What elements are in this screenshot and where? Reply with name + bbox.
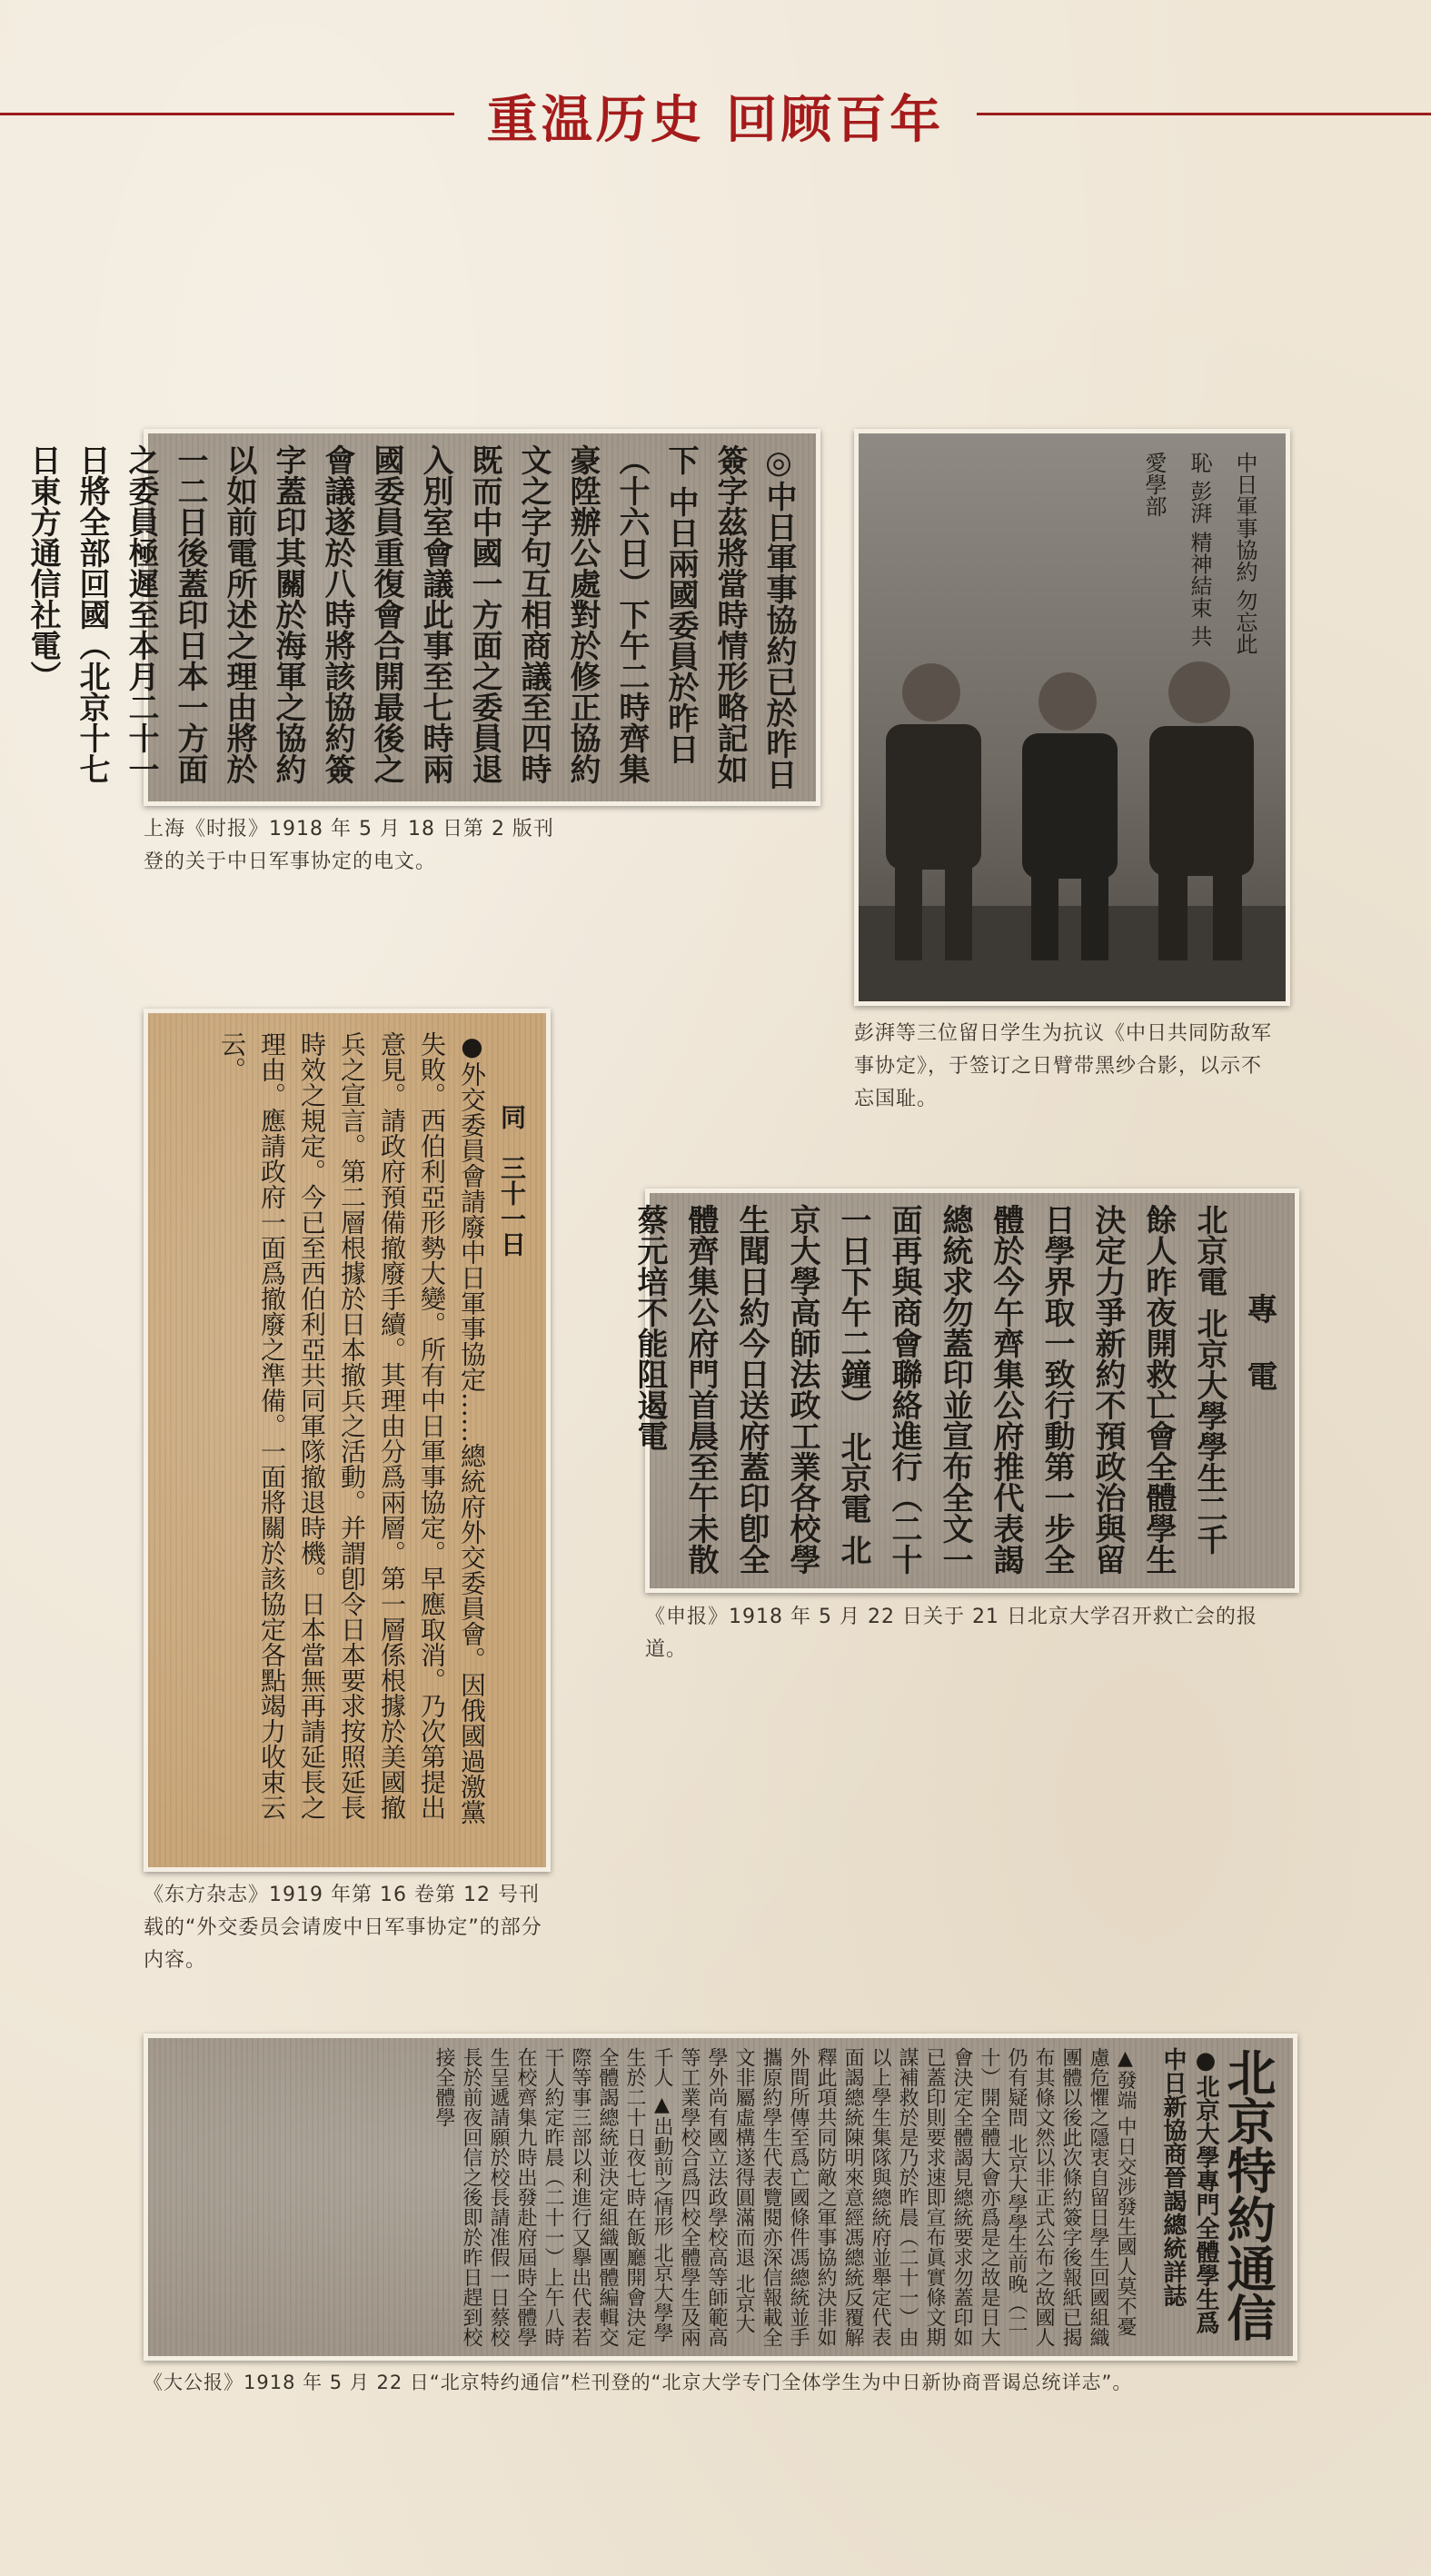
caption-shibao: 上海《时报》1918 年 5 月 18 日第 2 版刊登的关于中日军事协定的电文。 — [144, 818, 554, 873]
newspaper-clip-dagongbao — [144, 2034, 1297, 2361]
photo-handwriting: 中日軍事協約 勿忘此恥 彭湃 精神結束 共愛學部 — [1141, 452, 1257, 655]
clip-shibao-text: ◎中日軍事協約已於昨日簽字茲將當時情形略記如下 中日兩國委員於昨日（十六日）下午二時齊集豪陞辦公處對於修正協約文之字句互相商議至四時既而中國一方面之委員退入別室會議此事至七時兩國委員重復會合開最後之會議遂於八時將該協約簽字蓋印其關於海軍之協約以如前電所述之理由將於一二日後蓋印日本一方面之委員極遲至本月二十一日將全部回國（北京十七日東方通信社電） — [25, 444, 797, 790]
caption-dagongbao: 《大公报》1918 年 5 月 22 日“北京特约通信”栏刊登的“北京大学专门全体学生为中日新协商晋谒总统详志”。 — [144, 2372, 1133, 2393]
caption-shenbao: 《申报》1918 年 5 月 22 日关于 21 日北京大学召开救亡会的报道。 — [645, 1606, 1257, 1661]
newspaper-clip-shenbao — [631, 1189, 1299, 1593]
clip-shenbao-text: 北京電 北京大學學生二千餘人昨夜開救亡會全體學生決定力爭新約不預政治與留日學界取一致行動第一步全體於今午齊集公府推代表謁總統求勿蓋印並宣布全文一面再與商會聯絡進行（二十一日下午二鐘） 北京電 北京大學高師法政工業各校學生聞日約今日送府蓋印卽全體齊集公府門首晨至午未散蔡元培不能阻遏電 — [631, 1204, 1227, 1575]
magazine-clip-dongfang — [144, 1009, 551, 1872]
page-title: 重温历史 回顾百年 — [486, 90, 945, 150]
header-rule-right — [977, 113, 1431, 115]
clip-dagongbao-text: ▲發端 中日交涉發生國人莫不憂慮危懼之隱衷自留日學生回國組織團體以後此次條約簽字後報紙已揭布其條文然以非正式公布之故國人仍有疑問 北京大學學生前晚（二十）開全體大會亦爲是之故是日大會決定全體謁見總統要求勿蓋印如已蓋印則要求速即宣布眞實條文期謀補救於是乃於昨晨（二十一）由以上學生集隊與總統府並舉定代表面謁總統陳明來意經馮總統反覆解釋此項共同防敵之軍事協約決非如外間所傳至爲亡國條件馮總統並手攜原約學生代表覽閱亦深信報載全文非屬虛構遂得圓滿而退 北京大學外尚有國立法政學校高等師範高等工業學校合爲四校全體學生及兩千人 ▲出動前之情形 北京大學學生於二十日夜七時在飯廳開會決定全體謁總統並決定組織團體編輯交際等事三部以利進行又擧出代表若干人約定昨晨（二十一）上午八時在校齊集九時出發赴府屆時全體學生呈遞請願於校長請准假一日蔡校長於前夜回信之後即於昨日趕到校接全體學 — [432, 2047, 1137, 2347]
clip-dongfang-date: 同 三十一日 — [497, 1104, 527, 1257]
clip-shenbao-head: 專電 — [1241, 1293, 1277, 1427]
clip-dagongbao-masthead: 北京特約通信 — [1219, 2047, 1277, 2342]
header-rule-left — [0, 113, 454, 115]
clip-dongfang-text: ●外交委員會請廢中日軍事協定……總統府外交委員會。因俄國過激黨失敗。西伯利亞形勢大變。所有中日軍事協定。早應取消。乃次第提出意見。請政府預備撤廢手續。其理由分爲兩層。第一層係根據於美國撤兵之宣言。第二層根據於日本撤兵之活動。并謂卽令日本要求按照延長時效之規定。今已至西伯利亞共同軍隊撤退時機。日本當無再請延長之理由。應請政府一面爲撤廢之準備。一面將關於該協定各點竭力收束云云。 — [217, 1031, 487, 1825]
students-figures — [859, 433, 1286, 1001]
clip-dagongbao-subhead: ●北京大學專門全體學生爲中日新協商晉謁總統詳誌 — [1159, 2047, 1219, 2334]
caption-photo: 彭湃等三位留日学生为抗议《中日共同防敌军事协定》，于签订之日臂带黑纱合影，以示不忘国耻。 — [854, 1022, 1273, 1110]
caption-dongfang: 《东方杂志》1919 年第 16 卷第 12 号刊载的“外交委员会请废中日军事协定”的部分内容。 — [144, 1884, 542, 1972]
newspaper-clip-shibao — [25, 429, 820, 806]
photo-three-students — [854, 429, 1290, 1006]
